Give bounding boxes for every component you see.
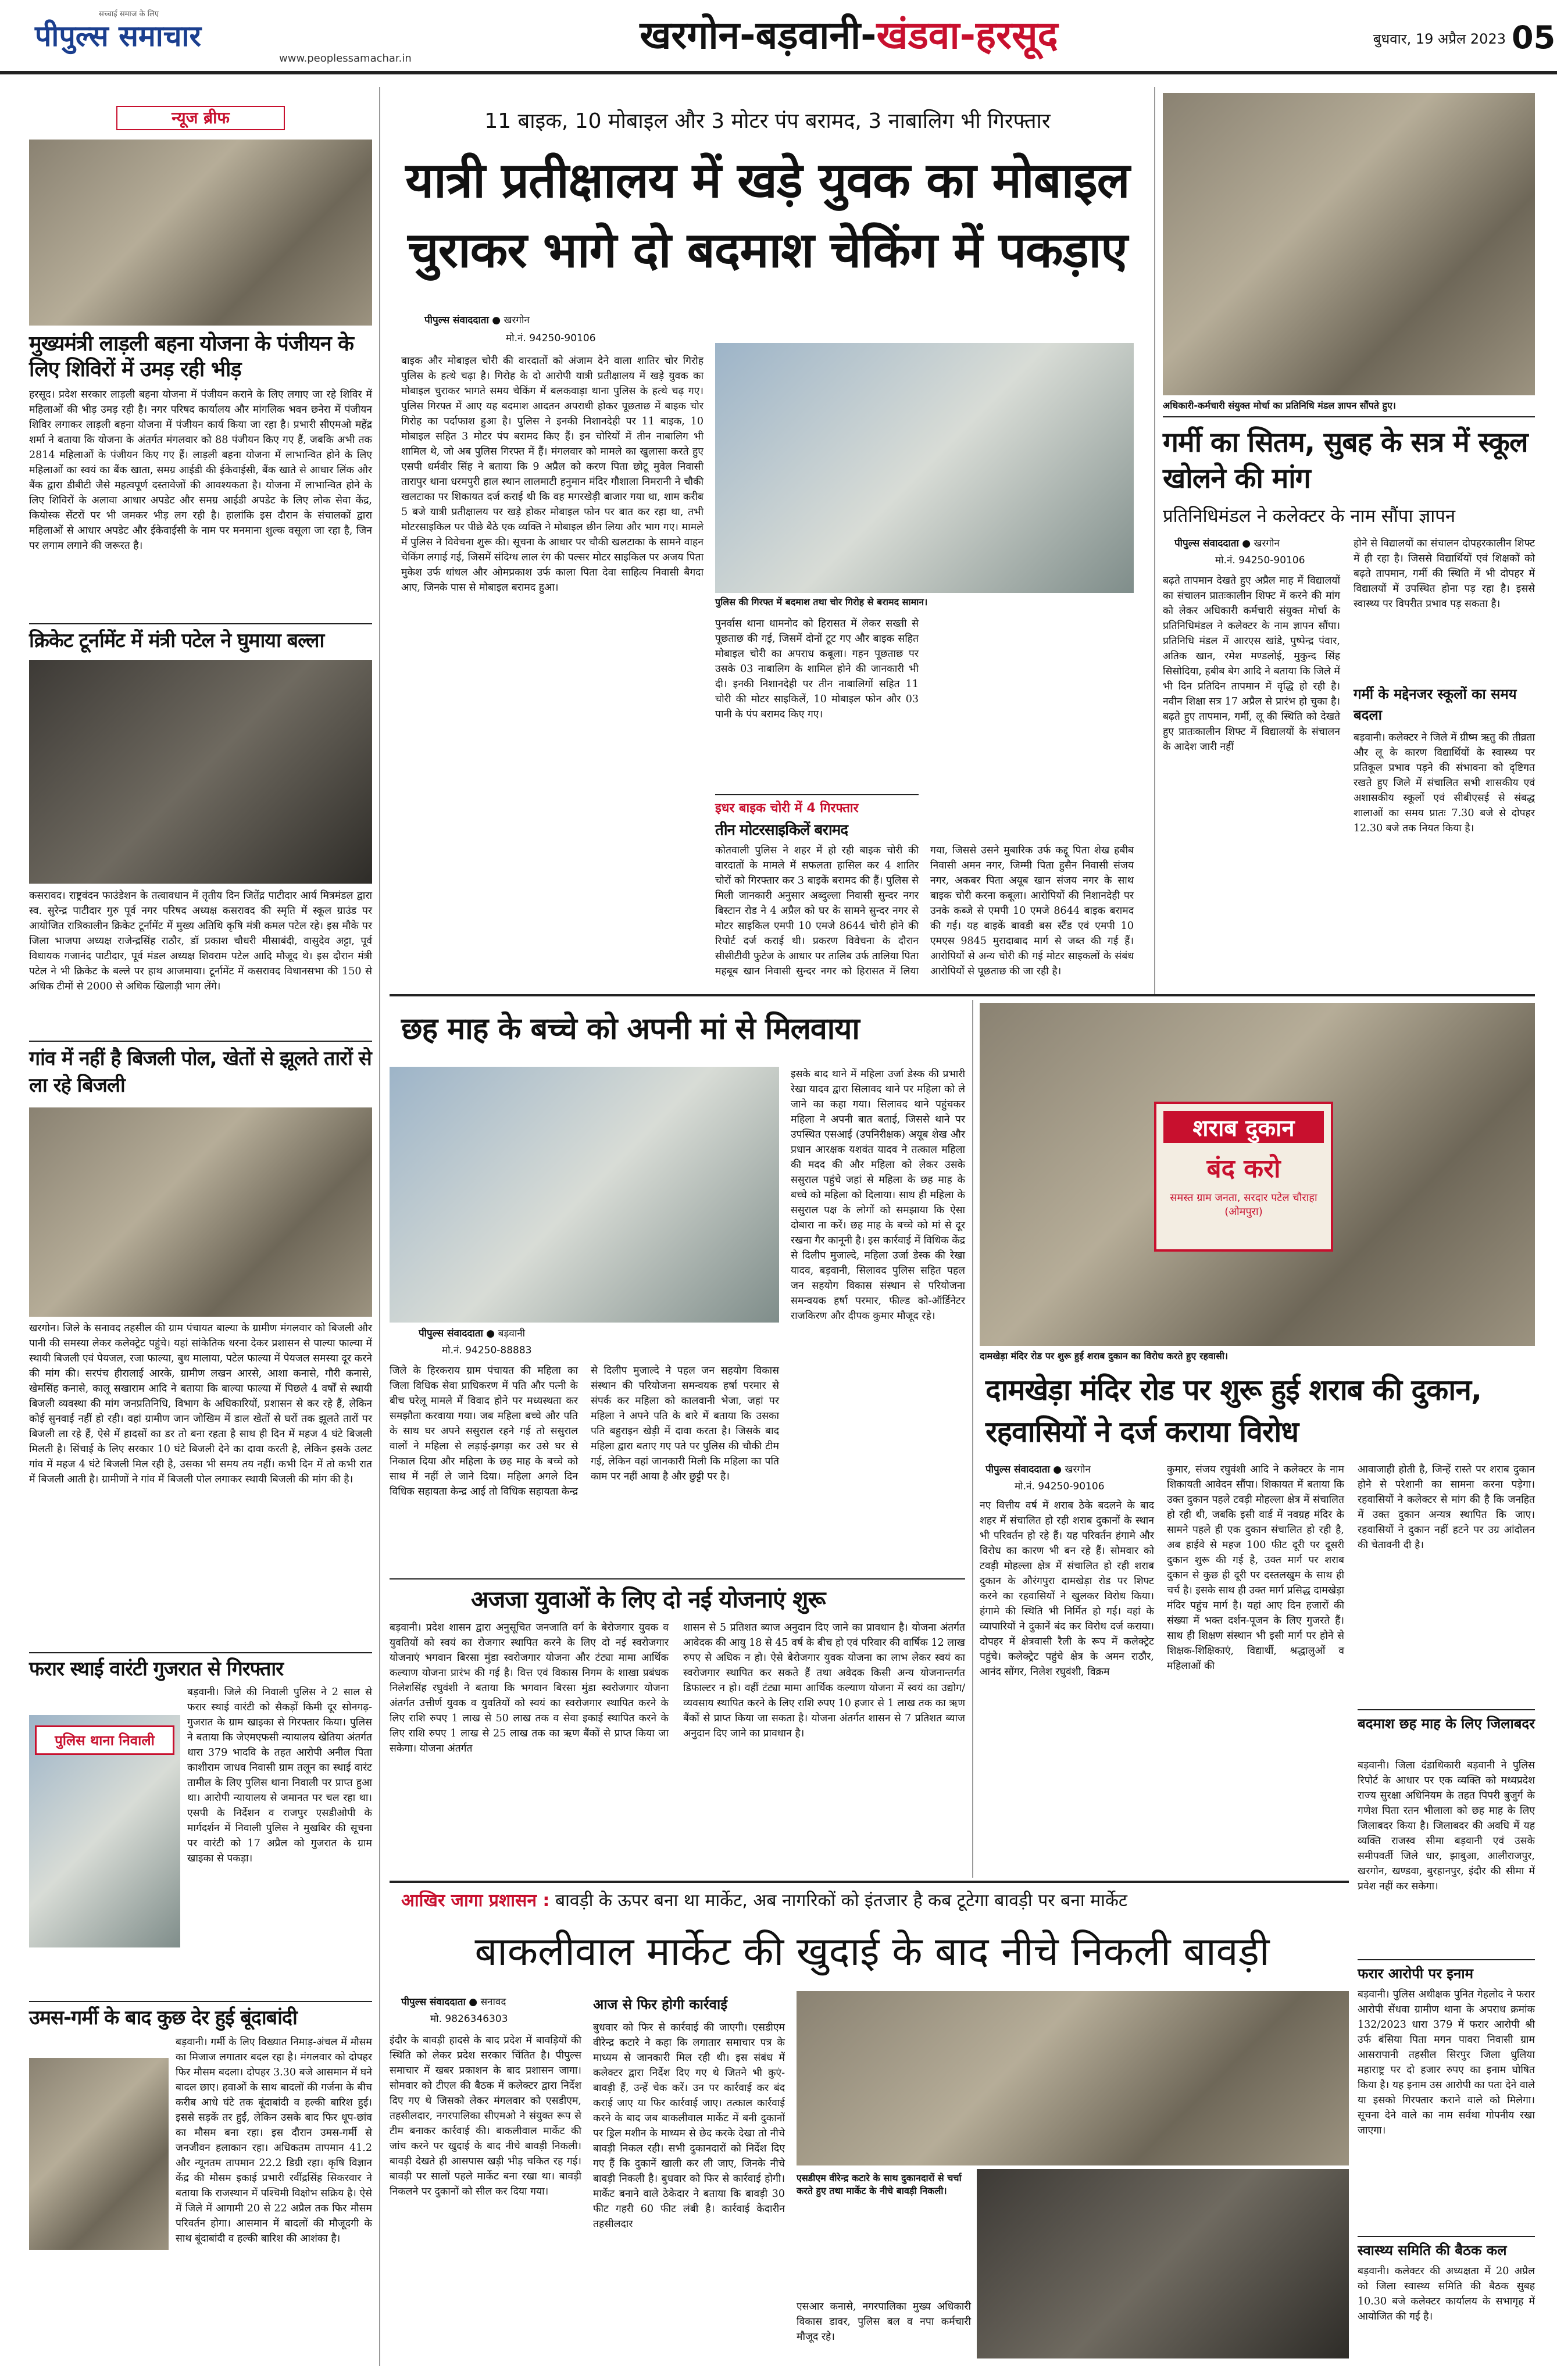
lead-sub-head: तीन मोटरसाइकिलें बरामद [715, 821, 848, 839]
logo[interactable] [35, 8, 412, 66]
liquor-byline-name: पीपुल्स संवाददाता [985, 1464, 1050, 1475]
liquor-byline-city: खरगोन [1065, 1464, 1091, 1475]
mother-photo [390, 1067, 779, 1323]
bawdi-col1: इंदौर के बावड़ी हादसे के बाद प्रदेश में बावड़ियों की स्थिति को लेकर प्रदेश सरकार चिंतित है। पीपुल्स समाचार में खबर प्रकाशन के बाद प्रशासन जागा। सोमवार को टीएल की बैठक में कलेक्टर द्वारा निर्देश दिए गए थे जिसको लेकर मंगलवार को एसडीएम, तहसीलदार, नगरपालिका सीएमओ ने संयुक्त रूप से टीम बनाकर कार्रवाई की। बाकलीवाल मार्केट की जांच करने पर खुदाई के बाद नीचे बावड़ी निकली। बावड़ी देखते ही आसपास खड़ी भीड़ चकित रह गई। बावड़ी पर सालों पहले मार्केट बना रखा था। बावड़ी निकलने पर दुकानों को सील कर दिया गया। [390, 2035, 581, 2197]
bawdi-kicker-line [401, 1888, 1343, 1916]
bawdi-byline-city: सनावद [480, 1996, 506, 2008]
s2-body: कसरावद। राष्ट्रवंदन फाउंडेशन के तत्वावधान में तृतीय दिन जितेंद्र पाटीदार आर्य मित्रमंडल द्वारा स्व. सुरेन्द्र पाटीदार गुरु पूर्व नगर परिषद अध्यक्ष कसरावद की स्मृति में स्कूल ग्राउंड पर आयोजित रात्रिकालीन क्रिकेट टूर्नामेंट में मुख्य अतिथि कृषि मंत्री कमल पटेल रहे। इस मौके पर जिला भाजपा अध्यक्ष राजेन्द्रसिंह राठौर, डॉ प्रकाश चौधरी मीसाबंदी, वासुदेव अट्टा, पूर्व विधायक गजानंद पाटीदार, पूर्व मंडल अध्यक्ष शिवराम पटेल आदि मौजूद थे। इस दौरान मंत्री पटेल ने भी क्रिकेट के बल्ले पर हाथ आजमाया। टूर्नामेंट में कसरावद विधानसभा की 150 से अधिक टीमों से 2000 से अधिक खिलाड़ी भाग लेंगे। [29, 890, 372, 992]
bawdi-photo-caption: एसडीएम वीरेन्द्र कटारे के साथ दुकानदारों से चर्चा करते हुए तथा मार्केट के नीचे बावड़ी निकली। [797, 2172, 962, 2196]
s4-headline: फरार स्थाई वारंटी गुजरात से गिरफ्तार [29, 1657, 284, 1681]
police-station-photo [29, 1715, 180, 1947]
bawdi-col3: एसआर कनासे, नगरपालिका मुख्य अधिकारी विकास डावर, पुलिस बल व नपा कर्मचारी मौजूद रहे। [797, 2301, 971, 2343]
mother-byline-phone: मो.नं. 94250-88883 [442, 1345, 532, 1356]
memorandum-caption: अधिकारी-कर्मचारी संयुक्त मोर्चा का प्रतिनिधि मंडल ज्ञापन सौंपते हुए। [1163, 400, 1396, 411]
logo-text: पीपुल्स समाचार [35, 19, 201, 53]
memorandum-photo [1163, 93, 1535, 395]
lead-col1: बाइक और मोबाइल चोरी की वारदातों को अंजाम देने वाला शातिर चोर गिरोह पुलिस के हत्थे चढ़ा है। गिरोह के दो आरोपी यात्री प्रतीक्षालय में खड़े युवक का मोबाइल चुराकर भागते समय चेकिंग में बलकवाड़ा थाना पुलिस के हत्थे चढ़ गए। पुलिस गिरफ्त में आए यह बदमाश आदतन अपराधी होकर पूछताछ में बाइक चोर गिरोह का पर्दाफाश हुआ है। पुलिस ने इनकी निशानदेही पर 11 बाइक, 10 मोबाइल सहित 3 मोटर पंप बरामद किए हैं। इन चोरियों में तीन नाबालिग भी शामिल थे, जो अब पुलिस गिरफ्त में हैं। मंगलवार को मामले का खुलासा करते हुए एसपी धर्मवीर सिंह ने बताया कि 9 अप्रैल को करण पिता छोटू मुवेल निवासी तारापुर थाना धरमपुरी हाल स्थान लालमाटी हनुमान मंदिर गौशाला निमरानी ने चौकी खलटाका पर शिकायत दर्ज कराई थी कि वह मगरखेड़ी बाजार गया था, शाम करीब 5 बजे यात्री प्रतीक्षालय पर खड़े होकर मोबाइल फोन पर बात कर रहा था, तभी मोटरसाइकिल पर पीछे बैठे एक व्यक्ति ने मोबाइल छीन लिया और भाग गए। मामले में पुलिस ने विवेचना शुरू की। सूचना के आधार पर चौकी खलटाका के सामने वाहन चेकिंग लगाई गई, जिसमें संदिग्ध लाल रंग की पल्सर मोटर साइकिल पर अजय पिता मुकेश उर्फ धांधल और ओमप्रकाश उर्फ काला पिता देवा साहित्य निवासी बैगदा आए, जिनके पास से मोबाइल बरामद हुआ। [401, 355, 703, 594]
mother-headline: छह माह के बच्चे को अपनी मां से मिलवाया [401, 1012, 859, 1046]
rb-s1-headline: बदमाश छह माह के लिए जिलाबदर [1358, 1716, 1535, 1732]
lead-sub-kicker: इधर बाइक चोरी में 4 गिरफ्तार [715, 801, 859, 816]
police-station-sign: पुलिस थाना निवाली [35, 1725, 174, 1755]
right-top-sub-head: गर्मी के मद्देनजर स्कूलों का समय बदला [1354, 686, 1517, 723]
ladli-camp-photo [29, 140, 372, 326]
bawdi-byline-phone: मो. 9826346303 [430, 2013, 508, 2025]
website-url[interactable]: www.peoplessamachar.in [279, 52, 412, 65]
placard-line3: समस्त ग्राम जनता, सरदार पटेल चौराहा (ओमपुरा) [1170, 1192, 1317, 1218]
liquor-col3: आवाजाही होती है, जिन्हें रास्ते पर शराब दुकान होने से परेशानी का सामना करना पड़ेगा। रहवासियों ने कलेक्टर से मांग की है कि जनहित में उक्त दुकान अन्यत्र स्थापित कि जाए। रहवासियों ने दुकान नहीं हटने पर उग्र आंदोलन की चेतावनी दी है। [1358, 1464, 1535, 1551]
bawdi-story [390, 1881, 1349, 2363]
ajja-col2: शासन से 5 प्रतिशत ब्याज अनुदान दिए जाने का प्रावधान है। योजना अंतर्गत आवेदक की आयु 18 से 45 वर्ष के बीच हो एवं परिवार की वार्षिक 12 लाख रुपए से अधिक न हो। ऐसे बेरोजगार युवक योजना का लाभ लेकर स्वयं का स्वरोजगार स्थापित कर सकते हैं तथा अवेदक किसी अन्य योजनान्तर्गत डिफाल्टर न हो। वहीं टंट्या मामा आर्थिक कल्याण योजना में स्वयं का उद्योग/व्यवसाय स्थापित करने के लिए राशि रुपए 10 हजार से 1 लाख तक का ऋण बैंकों से प्राप्त किया जा सकता है। योजना अंतर्गत शासन से 7 प्रतिशत ब्याज अनुदान दिए जाने का प्रावधान है। [683, 1622, 965, 1739]
lead-story [390, 93, 1145, 988]
placard-line1: शराब दुकान [1163, 1111, 1324, 1143]
right-bottom-briefs [1358, 1709, 1535, 2360]
cricket-photo [29, 660, 372, 884]
s4-body: बड़वानी। जिले की निवाली पुलिस ने 2 साल से फरार स्थाई वारंटी को सैकड़ों किमी दूर सोनगढ़-गुजरात के ग्राम खाइका से गिरफ्तार किया। पुलिस ने बताया कि जेएमएफसी न्यायालय खेतिया अंतर्गत धारा 379 भादवि के तहत आरोपी अनील पिता काशीराम जाधव निवासी ग्राम तलून का स्थाई वारंट तामील के लिए पुलिस थाना निवाली पर प्राप्त हुआ था। आरोपी न्यायालय से जमानत पर चल रहा था। एसपी के निर्देशन व राजपुर एसडीओपी के मार्गदर्शन में निवाली पुलिस ने मुखबिर की सूचना पर वारंटी को 17 अप्रैल को गुजरात के ग्राम खाइका से पकड़ा। [187, 1686, 372, 1864]
mother-byline: पीपुल्स संवाददाता ● बड़वानी मो.नं. 94250-88883 [419, 1326, 616, 1359]
lead-photo-caption: पुलिस की गिरफ्त में बदमाश तथा चोर गिरोह से बरामद सामान। [715, 596, 928, 607]
liquor-col1: नए वित्तीय वर्ष में शराब ठेके बदलने के बाद शहर में संचालित हो रही शराब दुकानों के स्थान भी परिवर्तन हो रहे हैं। यह परिवर्तन हंगामे और विरोध का कारण भी बन रहे हैं। सोमवार को टवड़ी मोहल्ला क्षेत्र में संचालित हो रही शराब दुकान के औरंगपुरा दामखेड़ा रोड पर शिफ्ट करने का रहवासियों ने खुलकर विरोध किया। हंगामे की स्थिति भी निर्मित हो गई। वहां के व्यापारियों ने दुकानें बंद कर विरोध दर्ज कराया। दोपहर में क्षेत्रवासी रैली के रूप में कलेक्ट्रेट पहुंचे। कलेक्ट्रेट पहुंचे क्षेत्र के अमन राठौर, आनंद सोंगर, निलेश रघुवंशी, विक्रम [980, 1500, 1154, 1678]
lead-byline-name: पीपुल्स संवाददाता [424, 315, 489, 326]
bawdi-byline: पीपुल्स संवाददाता ● सनावद मो. 9826346303 [401, 1995, 576, 2027]
protest-placard [1154, 1102, 1333, 1252]
s1-body: हरसूद। प्रदेश सरकार लाड़ली बहना योजना में पंजीयन कराने के लिए लगाए जा रहे शिविर में महिलाओं की भीड़ उमड़ रही है। नगर परिषद कार्यालय और मांगलिक भवन छनेरा में पंजीयन शिविर लगाकर लाड़ली बहना योजना में पंजीयन कार्य किया जा रहा है। प्रभारी सीएमओ महेंद्र शर्मा ने बताया कि योजना के अंतर्गत मंगलवार को 88 पंजीयन किए गए हैं, जबकि अभी तक 2814 महिलाओं के पंजीयन किए गए हैं। लाड़ली बहना योजना में लाभान्वित होने के लिए महिलाओं का स्वयं का बैंक खाता, समग्र आईडी की ईकेवाईसी, बैंक खाते से आधार लिंक और बैंक द्वारा डीबीटी जैसे महत्वपूर्ण दस्तावेजों की आवश्यकता है। योजना में लाभान्वित होने के लिए शिविरों के अलावा आधार अपडेट और समग्र आईडी अपडेट के लिए लोक सेवा केंद्र, कियोस्क सेंटरों पर भी जमकर भीड़ लग रही है। हालांकि इस दौरान के संचालकों द्वारा महिलाओं से आधार अपडेट और ईकेवाईसी के नाम पर मनमाना शुल्क वसूला जा रहा है, जिन पर लगाम लगाने की जरूरत है। [29, 389, 372, 552]
bawdi-kicker-rest: बावड़ी के ऊपर बना था मार्केट, अब नागरिकों को इंतजार है कब टूटेगा बावड़ी पर बना मार्केट [555, 1891, 1128, 1911]
s3-headline: गांव में नहीं है बिजली पोल, खेतों से झूलते तारों से ला रहे बिजली [29, 1047, 372, 1097]
s5-headline: उमस-गर्मी के बाद कुछ देर हुई बूंदाबांदी [29, 2006, 297, 2029]
lead-subhead-box [715, 794, 919, 841]
right-top-byline-city: खरगोन [1254, 538, 1280, 549]
right-top-byline-phone: मो.नं. 94250-90106 [1215, 555, 1305, 566]
right-top-col2: होने से विद्यालयों का संचालन दोपहरकालीन शिफ्ट में ही रहा है। जिससे विद्यार्थियों एवं शिक्षकों को बढ़ते तापमान, गर्मी की स्थिति में भी दोपहर में विद्यालयों में उपस्थित होना पड़ रहा है। इससे स्वास्थ्य पर विपरीत प्रभाव पड़ सकता है। [1354, 538, 1535, 610]
right-top-col2b: बड़वानी। कलेक्टर ने जिले में ग्रीष्म ऋतु की तीव्रता और लू के कारण विद्यार्थियों के स्वास्थ्य पर प्रतिकूल प्रभाव पड़ने की संभावना को दृष्टिगत रखते हुए जिले में संचालित सभी शासकीय एवं अशासकीय स्कूलों एवं सीबीएसई से संबद्ध शालाओं का समय प्रातः 7.30 बजे से दोपहर 12.30 बजे तक नियत किया है। [1354, 732, 1535, 834]
liquor-byline-phone: मो.नं. 94250-90106 [1015, 1481, 1105, 1492]
bawdi-headline: बाकलीवाल मार्केट की खुदाई के बाद नीचे निकली बावड़ी [474, 1929, 1270, 1975]
placard-line2: बंद करो [1206, 1154, 1281, 1184]
mother-col1: जिले के हिरकराय ग्राम पंचायत की महिला का जिला विधिक सेवा प्राधिकरण में पति और पत्नी के बीच घरेलू मामले में विवाद होने पर मध्यस्थता कर समझौता करवाया गया। जब महिला बच्चे और पति के साथ घर अपने ससुराल रहने गई तो ससुराल वालों ने महिला से लड़ाई-झगड़ा कर उसे घर से निकाल दिया और महिला के छह माह के बच्चे को साथ में नहीं ले जाने दिया। महिला अगले दिन विधिक सहायता केन्द्र आई तो विधिक सहायता केन्द्र से दिलीप मुजाल्दे ने पहल जन सहयोग विकास संस्थान की परियोजना समन्वयक हर्षा परमार से संपर्क कर महिला को कालवानी भेजा, जहां पर महिला ने अपने पति के बारे में बताया कि उसका पति बहुराइन खेड़ी में दावा करता है। जिसके बाद महिला द्वारा बताए गए पते पर पुलिस की चौकी टीम गई, लेकिन वहां जानकारी मिली कि महिला का पति काम पर नहीं आया है और छुट्टी पर है। [390, 1365, 779, 1498]
right-top-subhead: प्रतिनिधिमंडल ने कलेक्टर के नाम सौंपा ज्ञापन [1163, 506, 1456, 527]
right-top-headline: गर्मी का सितम, सुबह के सत्र में स्कूल खोलने की मांग [1163, 426, 1528, 495]
ajja-col1: बड़वानी। प्रदेश शासन द्वारा अनुसूचित जनजाति वर्ग के बेरोजगार युवक व युवतियों को स्वयं का रोजगार स्थापित करने के लिए दो नई स्वरोजगार योजनाएं भगवान बिरसा मुंडा स्वरोजगार योजना और टंट्या मामा आर्थिक कल्याण योजना प्रारंभ की गई है। वित्त एवं विकास निगम के शाखा प्रबंधक निलेशसिंह रघुवंशी ने बताया कि भगवान बिरसा मुंडा स्वरोजगार योजना अंतर्गत उत्तीर्ण युवक व युवतियों को स्वयं का स्वरोजगार स्थापित करने के लिए राशि रुपए 1 लाख से 50 लाख तक व सेवा इकाई स्थापित करने के लिए राशि रुपए 1 लाख से 25 लाख तक का ऋण बैंकों से प्राप्त किया जा सकेगा। योजना अंतर्गत [390, 1622, 669, 1754]
page-number: 05 [1512, 19, 1556, 56]
s5-body: बड़वानी। गर्मी के लिए विख्यात निमाड़-अंचल में मौसम का मिजाज लगातार बदल रहा है। मंगलवार को दोपहर फिर मौसम बदला। दोपहर 3.30 बजे आसमान में घने बादल छाए। हवाओं के साथ बादलों की गर्जना के बीच करीब आधे घंटे तक बूंदाबांदी व हल्की बारिश हुई। इससे सड़कें तर हुईं, लेकिन उसके बाद फिर धूप-छांव का मौसम बना रहा। इस दौरान उमस-गर्मी से जनजीवन हलाकान रहा। अधिकतम तापमान 41.2 और न्यूनतम तापमान 22.2 डिग्री रहा। कृषि विज्ञान केंद्र की मौसम इकाई प्रभारी रवींद्रसिंह सिकरवार ने बताया कि राजस्थान में पश्चिमी विक्षोभ सक्रिय है। ऐसे में जिले में आगामी 20 से 22 अप्रैल तक फिर मौसम परिवर्तन होगा। आसमान में बादलों की मौजूदगी के साथ बूंदाबांदी व हल्की बारिश की आशंका है। [176, 2036, 372, 2245]
s2-headline: क्रिकेट टूर्नामेंट में मंत्री पटेल ने घुमाया बल्ला [29, 629, 324, 652]
mid-divider [390, 994, 1535, 996]
s3-body: खरगोन। जिले के सनावद तहसील की ग्राम पंचायत बाल्या के ग्रामीण मंगलवार को बिजली और पानी की समस्या लेकर कलेक्ट्रेट पहुंचे। यहां सांकेतिक धरना देकर प्रशासन से पाल्या फाल्या में स्थायी बिजली एवं पेयजल, रजा फाल्या, बुध मालाया, पटेल फाल्या में पेयजल समस्या दूर करने की मांग की। सरपंच हीरालाई आरके, ग्रामीण लखन आरसे, आशा कनासे, गौरी कनासे, खेमसिंह कनासे, कालू सखाराम आदि ने बताया कि बाल्या फाल्या में पिछले 4 वर्षों से स्थायी बिजली व्यवस्था की मांग जनप्रतिनिधि, विभाग के अधिकारियों, प्रशासन से कर रहे हैं, लेकिन कोई सुनवाई नहीं हो रही। वहां ग्रामीण जान जोखिम में डाल खेतों से घरों तक झूलते तारों पर बिजली ला रहे हैं, ऐसे में हादसों का डर तो बना रहता है साथ ही दिन में महज 4 घंटे बिजली मिलती है। सिंचाई के लिए सरकार 10 घंटे बिजली देने का दावा करती है, लेकिन इसके उलट गांव में महज 4 घंटे बिजली मिल रही है, उसका भी समय तय नहीं। कभी दिन में तो कभी रात में बिजली आती है। ग्रामीणों ने गांव में बिजली पोल लगाकर स्थायी बिजली की मांग की है। [29, 1323, 372, 1485]
news-brief-tag: न्यूज ब्रीफ [116, 106, 285, 130]
masthead [0, 0, 1557, 74]
lead-photo [715, 343, 1134, 593]
s1-headline: मुख्यमंत्री लाड़ली बहना योजना के पंजीयन के लिए शिविरों में उमड़ रही भीड़ [29, 332, 353, 381]
lead-byline: पीपुल्स संवाददाता ● खरगोन मो.नं. 94250-90106 [424, 313, 727, 348]
bawdi-sub-head: आज से फिर होगी कार्रवाई [593, 1996, 728, 2013]
protest-caption: दामखेड़ा मंदिर रोड पर शुरू हुई शराब दुकान का विरोध करते हुए रहवासी। [980, 1350, 1229, 1361]
rb-s2-headline: फरार आरोपी पर इनाम [1358, 1966, 1473, 1982]
bawdi-byline-name: पीपुल्स संवाददाता [401, 1996, 466, 2008]
lead-kicker: 11 बाइक, 10 मोबाइल और 3 मोटर पंप बरामद, 3 नाबालिग भी गिरफ्तार [484, 109, 1051, 133]
rb-s3-body: बड़वानी। कलेक्टर की अध्यक्षता में 20 अप्रैल को जिला स्वास्थ्य समिति की बैठक सुबह 10.30 बजे कलेक्टर कार्यालय के सभागृह में आयोजित की गई है। [1358, 2265, 1535, 2322]
issue-date: बुधवार, 19 अप्रैल 2023 [1373, 31, 1506, 47]
liquor-col2: कुमार, संजय रघुवंशी आदि ने कलेक्टर के नाम शिकायती आवेदन सौंपा। शिकायत में बताया कि उक्त दुकान पहले टवड़ी मोहल्ला क्षेत्र में संचालित हो रही थी, जबकि इसी वार्ड में नवग्रह मंदिर के सामने पहले ही एक दुकान संचालित हो रही है, अब हाईवे से महज 100 फीट दूरी पर दूसरी दुकान शुरू की गई है, उक्त मार्ग पर शराब दुकान से कुछ ही दूरी पर दस्तलखुम के साथ ही चर्च है। इसके साथ ही उक्त मार्ग प्रसिद्ध दामखेड़ा मंदिर पहुंच मार्ग है। यहां आए दिन हजारों की संख्या में भक्त दर्शन-पूजन के लिए गुजरते हैं। साथ ही शिक्षण संस्थान भी इसी मार्ग पर होने से शिक्षक-शिक्षिकाएं, विद्यार्थी, श्रद्धालुओं व महिलाओं की [1167, 1464, 1344, 1672]
right-top-story [1163, 93, 1535, 988]
rb-s3-headline: स्वास्थ्य समिति की बैठक कल [1358, 2242, 1507, 2259]
bawdi-photo-top [797, 1991, 1349, 2165]
lead-byline-phone: मो.नं. 94250-90106 [506, 333, 596, 344]
ajja-headline: अजजा युवाओं के लिए दो नई योजनाएं शुरू [471, 1586, 826, 1613]
liquor-headline: दामखेड़ा मंदिर रोड पर शुरू हुई शराब की दुकान, रहवासियों ने दर्ज कराया विरोध [985, 1373, 1482, 1449]
right-top-byline: पीपुल्स संवाददाता ● खरगोन मो.नं. 94250-90106 [1174, 536, 1349, 570]
protest-photo [980, 1003, 1535, 1346]
bawdi-kicker: आखिर जागा प्रशासन : [401, 1891, 550, 1911]
lead-col2: पुनर्वास थाना धामनोद को हिरासत में लेकर सख्ती से पूछताछ की गई, जिसमें दोनों टूट गए और बाइक सहित मोबाइल चोरी का अपराध कबूला। गहन पूछताछ पर उसके 03 नाबालिग के शामिल होने की जानकारी भी दी। इनकी निशानदेही पर तीन नाबालिगों सहित 11 चोरी की मोटर साइकिलें, 10 मोबाइल फोन और 03 पानी के पंप बरामद किए गए। [715, 618, 919, 720]
section-title-b: खंडवा-हरसूद [876, 13, 1058, 58]
villagers-photo [29, 1107, 372, 1317]
ajja-story [390, 1578, 965, 1875]
bawdi-col2: बुधवार को फिर से कार्रवाई की जाएगी। एसडीएम वीरेन्द्र कटारे ने कहा कि लगातार समाचार पत्र के माध्यम से जानकारी मिल रही थी। इस संबंध में कलेक्टर द्वारा निर्देश दिए गए थे जितने भी कुएं-बावड़ी हैं, उन्हें चेक करें। उन पर कार्रवाई कर बंद कराई जाए या फिर कार्रवाई जाए। तत्काल कार्रवाई करने के बाद जब बाकलीवाल मार्केट में बनी दुकानों पर ड्रिल मशीन के माध्यम से छेद करके देखा तो नीचे बावड़ी निकल रही। सभी दुकानदारों को निर्देश दिए गए हैं कि दुकानें खाली कर ली जाए, जिनके नीचे बावड़ी निकली है। बुधवार को फिर से कार्रवाई होगी। मार्केट बनाने वाले ठेकेदार ने बताया कि बावड़ी 30 फीट गहरी 60 फीट लंबी है। कार्रवाई केदारीन तहसीलदार [593, 2022, 785, 2230]
section-title [488, 9, 1209, 62]
mother-col2: इसके बाद थाने में महिला उर्जा डेस्क की प्रभारी रेखा यादव द्वारा सिलावद थाने पर महिला को ले जाने का कहा गया। सिलावद थाने पहुंचकर महिला ने अपनी बात बताई, जिससे थाने पर उपस्थित एसआई (उपनिरीक्षक) अयूब शेख और प्रधान आरक्षक यशवंत यादव ने तत्काल महिला की मदद की और महिला को लेकर उसके ससुराल पहुंचे जहां से महिला के छह माह के बच्चे को महिला को दिलाया। साथ ही महिला के ससुराल पक्ष के लोगों को समझाया कि ऐसा दोबारा ना करें। छह माह के बच्चे को मां से दूर रखना गैर कानूनी है। इस कार्रवाई में विधिक केंद्र से दिलीप मुजाल्दे, महिला उर्जा डेस्क की रेखा यादव, बड़वानी, सिलावद पुलिस सहित पहल जन सहयोग विकास संस्थान से परियोजना समन्वयक हर्षा परमार, फील्ड को-ऑर्डिनेटर राजकिरण और दीपक कुमार मौजूद रहे। [791, 1069, 965, 1322]
mother-byline-name: पीपुल्स संवाददाता [419, 1328, 483, 1339]
left-news-brief-column [29, 93, 372, 2360]
section-title-a: खरगोन-बड़वानी- [640, 13, 877, 58]
rb-s2-body: बड़वानी। पुलिस अधीक्षक पुनित गेहलोद ने फरार आरोपी सेंधवा ग्रामीण थाना के अपराध क्रमांक 132/2023 धारा 379 में फरार आरोपी श्री उर्फ बंसिया पिता मगन पावरा निवासी ग्राम आसरापानी तहसील सिरपुर जिला धुलिया महाराष्ट्र पर दो हजार रुपए का इनाम घोषित किया है। यह इनाम उस आरोपी का पता देने वाले या इसको गिरफ्तार कराने वाले को मिलेगा। सूचना देने वाले का नाम सर्वथा गोपनीय रखा जाएगा। [1358, 1989, 1535, 2136]
rb-s1-body: बड़वानी। जिला दंडाधिकारी बड़वानी ने पुलिस रिपोर्ट के आधार पर एक व्यक्ति को मध्यप्रदेश राज्य सुरक्षा अधिनियम के तहत पिपरी बुजुर्ग के गणेश पिता रतन भीलाला को छह माह के लिए जिलाबदर किया है। जिलाबदर की अवधि में यह व्यक्ति राजस्व सीमा बड़वानी एवं उसके समीपवर्ती जिले धार, झाबुआ, आलीराजपुर, खरगोन, खण्डवा, बुरहानपुर, इंदौर की सीमा में प्रवेश नहीं कर सकेगा। [1358, 1760, 1535, 1892]
logo-tagline: सच्चाई समाज के लिए [99, 10, 159, 19]
lead-col2b: कोतवाली पुलिस ने शहर में हो रही बाइक चोरी की वारदातों के मामले में सफलता हासिल कर 4 शातिर चोरों को गिरफ्तार कर 3 बाइकें बरामद की हैं। पुलिस से मिली जानकारी अनुसार अब्दुल्ला निवासी सुन्दर नगर बिस्टान रोड ने 4 अप्रैल को घर के सामने सुन्दर नगर से मोटर साइकिल एमपी 10 एमजे 8644 चोरी होने की रिपोर्ट दर्ज कराई थी। प्रकरण विवेचना के दौरान सीसीटीवी फुटेज के आधार पर तालिब उर्फ तालिया पिता महबूब खान निवासी सुन्दर नगर को हिरासत में लिया गया, जिससे उसने मुबारिक उर्फ कद्दू पिता शेख हबीब निवासी अमन नगर, जिम्मी पिता हुसैन निवासी संजय नगर, अकबर पिता अयूब खान संजय नगर के साथ बाइक चोरी करना कबूला। आरोपियों की निशानदेही पर उनके कब्जे से एमपी 10 एमजे 8644 बाइक बरामद की गई। यह बाइकें बावडी बस स्टैंड एवं एमपी 10 एमएस 9845 मुरादाबाद मार्ग से जब्त की गई हैं। आरोपियों से अन्य चोरी की गई मोटर साइकलों के संबंध आरोपियों से पूछताछ की जा रही है। [715, 845, 1134, 977]
right-top-byline-name: पीपुल्स संवाददाता [1174, 538, 1239, 549]
bawdi-photo-well [977, 2169, 1349, 2358]
lead-headline: यात्री प्रतीक्षालय में खड़े युवक का मोबाइल चुराकर भागे दो बदमाश चेकिंग में पकड़ाए [405, 152, 1130, 278]
right-top-col1: बढ़ते तापमान देखते हुए अप्रैल माह में विद्यालयों का संचालन प्रातःकालीन शिफ्ट में करने की मांग को लेकर अधिकारी कर्मचारी संयुक्त मोर्चा के प्रतिनिधिमंडल ने कलेक्टर के नाम ज्ञापन सौंपा। प्रतिनिधि मंडल में आरएस खांडे, पुष्पेन्द्र पंवार, अतिक खान, रमेश मण्डलोई, मुकुन्द सिंह सिसोदिया, हबीब बेग आदि ने बताया कि जिले में भी दिन प्रतिदिन तापमान में वृद्धि हो रही है। नवीन शिक्षा सत्र 17 अप्रैल से प्रारंभ हो चुका है। बढ़ते हुए तापमान, गर्मी, लू की स्थिति को देखते हुए प्रातःकालीन शिफ्ट में विद्यालयों के संचालन के आदेश जारी नहीं [1163, 575, 1340, 753]
mother-byline-city: बड़वानी [498, 1328, 526, 1339]
rain-photo [29, 2058, 169, 2250]
lead-byline-city: खरगोन [503, 315, 530, 326]
mother-child-story [390, 1003, 965, 1573]
liquor-byline: पीपुल्स संवाददाता ● खरगोन मो.नं. 94250-90106 [985, 1462, 1160, 1495]
